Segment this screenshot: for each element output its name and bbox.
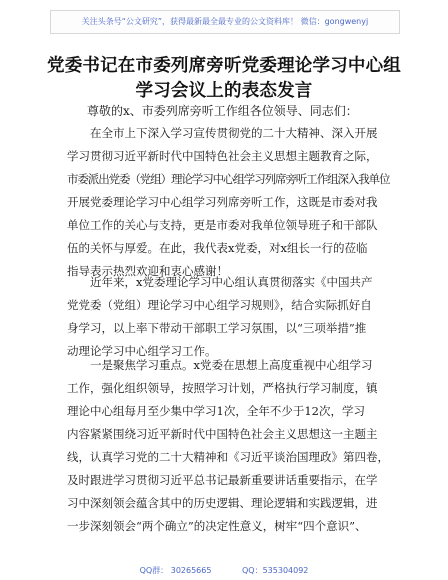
document-title-line-1: 党委书记在市委列席旁听党委理论学习中心组 (47, 56, 401, 76)
paragraph-line: 党党委（党组）理论学习中心组学习规则》，结合实际抓好自 (67, 298, 372, 312)
footer-qq: QQ：535304092 (242, 566, 309, 575)
paragraph-line: 内容紧紧围绕习近平新时代中国特色社会主义思想这一主题主 (67, 427, 378, 441)
paragraph-line: 线，认真学习党的二十大精神和《习近平谈治国理政》第四卷， (67, 450, 389, 464)
paragraph-line: 开展党委理论学习中心组学习列席旁听工作，这既是市委对我 (67, 195, 378, 209)
paragraph-1 (67, 122, 390, 283)
paragraph-line: 工作，强化组织领导，按照学习计划，严格执行学习制度，镇 (67, 381, 378, 395)
paragraph-line: 学习贯彻习近平新时代中国特色社会主义思想主题教育之际， (67, 149, 378, 163)
paragraph-line: 动理论学习中心组学习工作。 (67, 344, 217, 358)
paragraph-line: 近年来，x党委理论学习中心组认真贯彻落实《中国共产 (90, 275, 373, 289)
paragraph-line: 市委派出党委（党组）理论学习中心组学习列席旁听工作组深入我单位 (67, 172, 390, 186)
paragraph-2 (67, 271, 390, 363)
promo-banner (50, 10, 400, 34)
promo-banner-text: 关注头条号“公文研究”，获得最新最全最专业的公文资料库！ 微信：gongwenyj (81, 17, 369, 26)
paragraph-line: 一步深刻领会“两个确立”的决定性意义，树牢“四个意识”、 (67, 519, 367, 533)
salutation: 尊敬的x、市委列席旁听工作组各位领导、同志们： (87, 104, 358, 118)
paragraph-line: 理论中心组每月至少集中学习1次，全年不少于12次，学习 (67, 404, 365, 418)
paragraph-line: 一是聚焦学习重点。x党委在思想上高度重视中心组学习 (90, 358, 373, 372)
paragraph-line: 单位工作的关心与支持，更是市委对我单位领导班子和干部队 (67, 218, 378, 232)
paragraph-line: 指导表示热烈欢迎和衷心感谢！ (67, 264, 228, 278)
paragraph-line: 及时跟进学习贯彻习近平总书记最新重要讲话重要指示，在学 (67, 473, 378, 487)
paragraph-line: 在全市上下深入学习宣传贯彻党的二十大精神、深入开展 (90, 126, 378, 140)
footer-qq-group: QQ群： 30265665 (139, 566, 212, 575)
paragraph-3 (67, 354, 390, 538)
paragraph-line: 习中深刻领会蕴含其中的历史逻辑、理论逻辑和实践逻辑，进 (67, 496, 378, 510)
paragraph-line: 伍的关怀与厚爱。在此，我代表x党委，对x组长一行的莅临 (67, 241, 368, 255)
document-title-line-2: 学习会议上的表态发言 (135, 81, 313, 101)
paragraph-line: 身学习，以上率下带动干部职工学习氛围，以“三项举措”推 (67, 321, 367, 335)
page-footer (0, 565, 448, 576)
